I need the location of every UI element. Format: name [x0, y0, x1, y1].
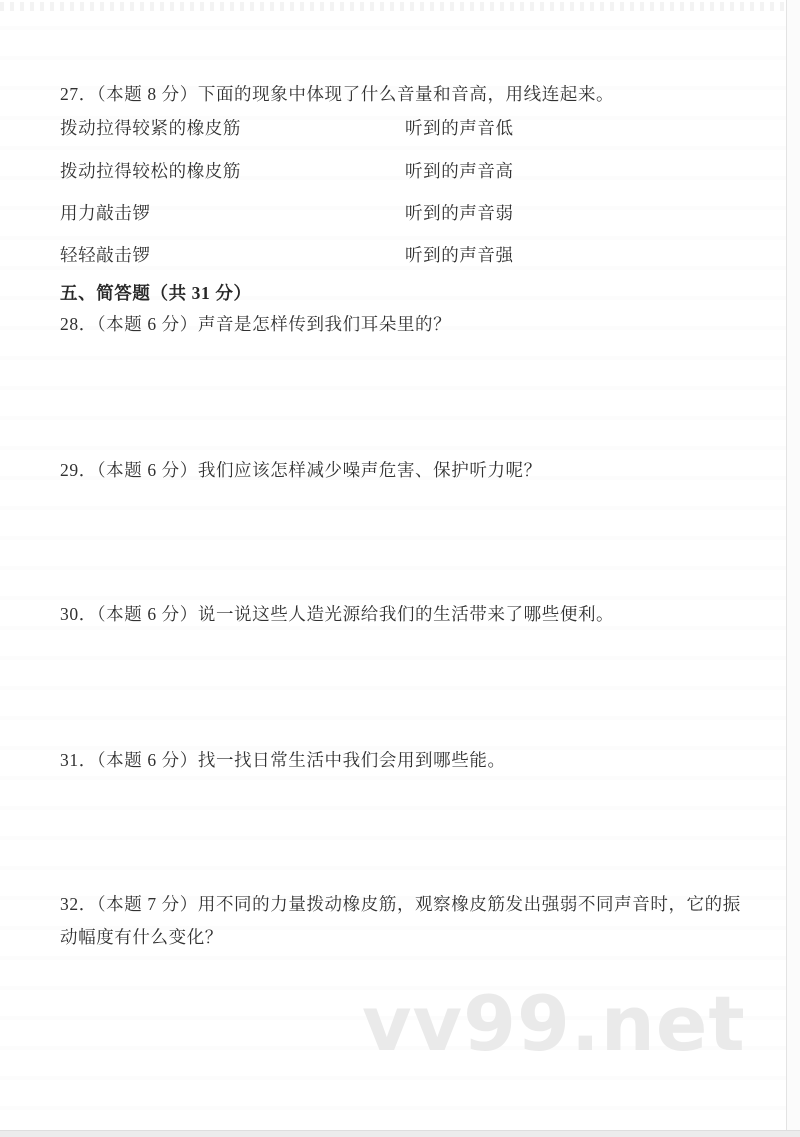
matching-right-item: 听到的声音弱: [405, 203, 514, 223]
matching-right-item: 听到的声音低: [405, 118, 514, 138]
question-27-prompt: 27．（本题 8 分）下面的现象中体现了什么音量和音高，用线连起来。: [60, 84, 615, 104]
matching-row: [0, 201, 800, 225]
matching-left-item: 拨动拉得较松的橡皮筋: [60, 161, 241, 181]
page-bottom-edge-band: [0, 1130, 800, 1137]
matching-row: [0, 116, 800, 140]
page-top-edge-texture: [0, 2, 800, 11]
matching-right-item: 听到的声音高: [405, 161, 514, 181]
page-right-edge-strip: [786, 0, 800, 1137]
question-30-text: 30．（本题 6 分）说一说这些人造光源给我们的生活带来了哪些便利。: [60, 604, 615, 624]
question-31-text: 31．（本题 6 分）找一找日常生活中我们会用到哪些能。: [60, 750, 506, 770]
question-28-text: 28．（本题 6 分）声音是怎样传到我们耳朵里的？: [60, 314, 452, 334]
matching-right-item: 听到的声音强: [405, 245, 514, 265]
matching-row: [0, 243, 800, 267]
matching-left-item: 轻轻敲击锣: [60, 245, 151, 265]
section-5-header: 五、简答题（共 31 分）: [60, 283, 252, 303]
watermark: vv99.net: [362, 979, 746, 1068]
matching-row: [0, 159, 800, 183]
question-29-text: 29．（本题 6 分）我们应该怎样减少噪声危害、保护听力呢？: [60, 460, 542, 480]
question-32-text: 32．（本题 7 分）用不同的力量拨动橡皮筋，观察橡皮筋发出强弱不同声音时，它的振动幅度有什么变化？: [60, 894, 741, 947]
matching-left-item: 拨动拉得较紧的橡皮筋: [60, 118, 241, 138]
matching-left-item: 用力敲击锣: [60, 203, 151, 223]
